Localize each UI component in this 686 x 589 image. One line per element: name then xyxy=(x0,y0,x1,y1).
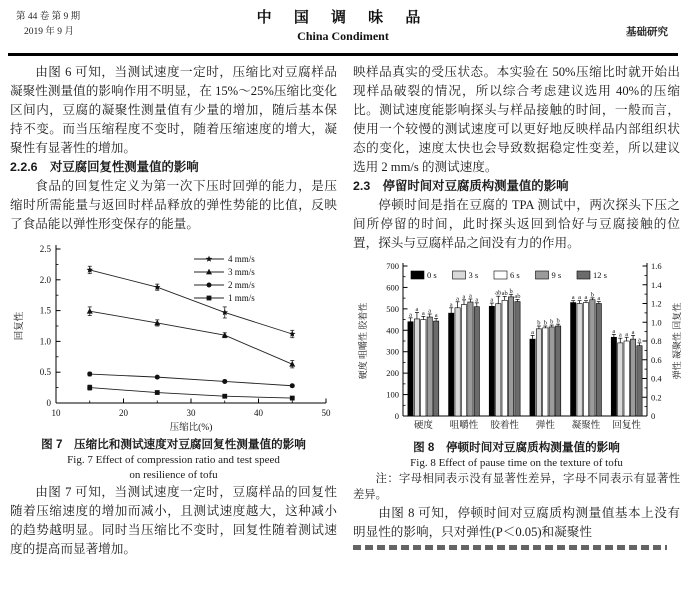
svg-text:a: a xyxy=(490,296,494,304)
svg-text:6 s: 6 s xyxy=(510,269,520,280)
column-label: 基础研究 xyxy=(626,26,668,38)
svg-text:弹性 凝聚性 回复性: 弹性 凝聚性 回复性 xyxy=(672,302,682,379)
svg-text:弹性: 弹性 xyxy=(535,420,555,431)
svg-text:1.0: 1.0 xyxy=(651,316,662,327)
journal-title xyxy=(0,6,686,44)
svg-text:b: b xyxy=(556,317,560,325)
svg-text:500: 500 xyxy=(386,303,399,314)
svg-text:50: 50 xyxy=(321,407,331,418)
svg-text:a: a xyxy=(612,327,616,335)
figure7-caption-en-line2: on resilience of tofu xyxy=(129,468,218,481)
svg-text:a: a xyxy=(584,293,588,301)
clipped-text-remnant xyxy=(353,545,667,550)
header-rule xyxy=(8,53,678,56)
paragraph-resilience-definition: 食品的回复性定义为第一次下压时回弹的能力，是压缩时所需能量与返回时样品释放的弹性势能的比值，反映了食品能以弹性形变保存的能量。 xyxy=(10,178,337,231)
svg-text:a: a xyxy=(631,328,635,336)
journal-title-en: China Condiment xyxy=(297,29,389,43)
paragraph-pause-definition: 停顿时间是指在豆腐的 TPA 测试中，两次探头下压之间所停留的时间，此时探头返回到恰好与豆腐接触的位置，探头与豆腐样品之间没有力的作用。 xyxy=(353,197,680,250)
svg-text:1.5: 1.5 xyxy=(39,305,51,316)
svg-text:40: 40 xyxy=(254,407,263,418)
paragraph-fig7-discussion: 由图 7 可知，当测试速度一定时，豆腐样品的回复性随着压缩速度的增加而减小，且测试速度越大，这种减小的趋势越明显。同时当压缩比不变时，回复性随着测试速度的提高而显著增加。 xyxy=(10,484,337,556)
svg-text:a: a xyxy=(625,330,629,338)
svg-text:a: a xyxy=(571,293,575,301)
svg-text:2.0: 2.0 xyxy=(39,274,51,285)
svg-text:a: a xyxy=(456,294,460,302)
issue-volume: 第 44 卷 第 9 期 xyxy=(16,12,81,22)
svg-text:3 s: 3 s xyxy=(468,269,479,280)
svg-text:ab: ab xyxy=(495,289,502,297)
svg-text:硬度 咀嚼性 胶着性: 硬度 咀嚼性 胶着性 xyxy=(358,302,368,379)
svg-text:1.6: 1.6 xyxy=(651,260,662,271)
issue-date: 2019 年 9 月 xyxy=(24,27,74,37)
svg-text:1.4: 1.4 xyxy=(651,279,662,290)
svg-text:700: 700 xyxy=(386,260,399,271)
figure7-caption-en xyxy=(10,453,337,483)
svg-text:4 mm/s: 4 mm/s xyxy=(228,253,255,264)
svg-text:胶着性: 胶着性 xyxy=(490,420,519,431)
paragraph-fig8-discussion: 由图 8 可知，停顿时间对豆腐质构测量值基本上没有明显性的影响，只对弹性(P＜0.05)和凝聚性 xyxy=(353,505,680,539)
right-column xyxy=(353,63,680,559)
section-heading-2-2-6: 2.2.6 对豆腐回复性测量值的影响 xyxy=(10,159,199,174)
figure8-bar-chart xyxy=(353,256,686,438)
svg-text:硬度: 硬度 xyxy=(413,420,433,431)
svg-text:2 mm/s: 2 mm/s xyxy=(228,279,255,290)
svg-text:b: b xyxy=(509,287,513,295)
svg-text:a: a xyxy=(434,311,438,319)
svg-text:a: a xyxy=(638,335,641,343)
svg-text:a: a xyxy=(578,293,582,301)
page-header xyxy=(0,0,686,52)
svg-text:a: a xyxy=(618,331,622,339)
svg-text:100: 100 xyxy=(386,389,399,400)
figure8-caption-en: Fig. 8 Effect of pause time on the texture of tofu xyxy=(410,456,623,469)
svg-text:200: 200 xyxy=(386,367,399,378)
svg-text:a: a xyxy=(475,295,479,303)
paragraph-continued: 映样品真实的受压状态。本实验在 50%压缩比时就开始出现样品破裂的情况，所以综合考虑建议选用 40%的压缩比。测试速度能影响探头与样品接触的时间，一般而言，使用一个较慢的测试速度可以更好地反映样品内部组织状态的变化，速度太快也会导致数据稳定性变差，所以建议选用 2 mm/s 的测试速度。 xyxy=(353,64,680,174)
svg-text:a: a xyxy=(409,310,412,318)
svg-text:a: a xyxy=(421,309,425,317)
svg-text:0: 0 xyxy=(46,397,51,408)
figure7-caption-cn: 图 7 压缩比和测试速度对豆腐回复性测量值的影响 xyxy=(41,437,306,451)
svg-text:20: 20 xyxy=(119,407,128,418)
journal-title-cn: 中 国 调 味 品 xyxy=(256,9,430,26)
svg-text:ab: ab xyxy=(501,289,508,297)
svg-text:a: a xyxy=(462,292,466,300)
svg-text:30: 30 xyxy=(186,407,196,418)
svg-text:回复性: 回复性 xyxy=(612,420,641,431)
svg-text:b: b xyxy=(590,290,595,298)
svg-text:a: a xyxy=(597,294,601,302)
svg-text:1 mm/s: 1 mm/s xyxy=(228,292,255,303)
svg-text:0.6: 0.6 xyxy=(651,354,662,365)
svg-text:压缩比(%): 压缩比(%) xyxy=(169,422,213,433)
svg-text:凝聚性: 凝聚性 xyxy=(571,420,601,431)
svg-text:0.2: 0.2 xyxy=(651,391,662,402)
svg-text:12 s: 12 s xyxy=(593,269,607,280)
svg-text:a: a xyxy=(428,307,432,314)
svg-text:3 mm/s: 3 mm/s xyxy=(228,266,255,277)
figure8-note: 注：字母相同表示没有显著性差异，字母不同表示有显著性差异。 xyxy=(353,472,680,501)
section-heading-2-3: 2.3 停留时间对豆腐质构测量值的影响 xyxy=(353,178,569,193)
svg-text:1.2: 1.2 xyxy=(651,298,662,308)
svg-text:600: 600 xyxy=(386,281,399,292)
svg-text:0.5: 0.5 xyxy=(39,366,51,377)
svg-text:0 s: 0 s xyxy=(427,269,437,280)
paragraph-fig6-discussion: 由图 6 可知，当测试速度一定时，压缩比对豆腐样品凝聚性测量值的影响作用不明显，在 15%～25%压缩比变化区间内，豆腐的凝聚性测量值有少量的增加，随后基本保持不变。而当压缩程度不变时，随着压缩速度的增大，凝聚性有显著性的增加。 xyxy=(10,64,337,155)
svg-text:0: 0 xyxy=(651,410,656,421)
svg-text:a: a xyxy=(531,328,534,336)
svg-text:ab: ab xyxy=(514,292,521,300)
svg-text:b: b xyxy=(537,319,541,326)
svg-text:0: 0 xyxy=(394,410,399,421)
svg-text:300: 300 xyxy=(386,346,399,357)
svg-text:2.5: 2.5 xyxy=(39,243,51,254)
figure8-caption-cn: 图 8 停顿时间对豆腐质构测量值的影响 xyxy=(413,440,620,454)
figure7-line-chart xyxy=(10,237,337,435)
svg-text:b: b xyxy=(550,318,554,326)
svg-text:a: a xyxy=(468,292,472,299)
two-column-body xyxy=(0,63,686,559)
left-column xyxy=(10,63,337,559)
svg-text:1.0: 1.0 xyxy=(39,335,51,346)
figure7-caption-en-line1: Fig. 7 Effect of compression ratio and test speed xyxy=(67,453,280,466)
svg-text:咀嚼性: 咀嚼性 xyxy=(449,420,479,431)
svg-text:400: 400 xyxy=(386,324,399,335)
svg-text:a: a xyxy=(449,300,453,308)
svg-text:b: b xyxy=(543,319,547,326)
svg-text:a: a xyxy=(415,305,419,313)
svg-text:10: 10 xyxy=(51,407,61,418)
svg-text:0.8: 0.8 xyxy=(651,335,662,346)
svg-text:0.4: 0.4 xyxy=(651,373,662,383)
svg-text:回复性: 回复性 xyxy=(15,311,25,340)
svg-text:9 s: 9 s xyxy=(551,269,562,280)
